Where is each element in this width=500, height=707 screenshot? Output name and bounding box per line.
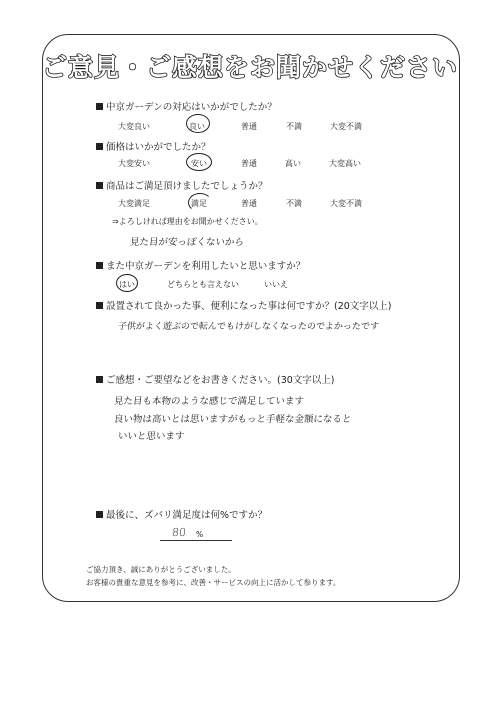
bullet-square-icon <box>96 302 103 309</box>
question-5 <box>96 298 392 312</box>
bullet-square-icon <box>96 143 103 150</box>
q2-option-1[interactable]: 大変安い <box>118 159 150 168</box>
question-6 <box>96 372 335 386</box>
q2-option-5[interactable]: 大変高い <box>329 159 361 168</box>
satisfaction-unit: % <box>196 530 204 539</box>
bullet-square-icon <box>96 262 103 269</box>
q1-option-1[interactable]: 大変良い <box>118 122 150 131</box>
question-1 <box>96 99 277 113</box>
question-6-answer-line-2[interactable]: 良い物は高いとは思いますがもっと手軽な金額になると <box>113 414 352 425</box>
question-4 <box>96 258 305 272</box>
selection-mark-q3 <box>188 193 212 212</box>
q3-option-4[interactable]: 不満 <box>286 199 302 208</box>
bullet-square-icon <box>96 103 103 110</box>
satisfaction-underline <box>160 540 232 541</box>
selection-circle-q2 <box>186 153 212 171</box>
question-6-answer-line-3[interactable]: いいと思います <box>117 431 185 442</box>
question-5-label: 設置されて良かった事、便利になった事は何ですか？(20文字以上) <box>106 301 392 312</box>
footer-thanks: ご協力頂き、誠にありがとうございました。 <box>86 565 236 574</box>
q3-option-3[interactable]: 普通 <box>241 199 257 208</box>
q2-option-3[interactable]: 普通 <box>241 159 257 168</box>
bullet-square-icon <box>96 376 103 383</box>
question-2-label: 価格はいかがでしたか？ <box>106 142 211 153</box>
question-7 <box>96 507 267 521</box>
question-3-reason-prompt: ⇒よろしければ理由をお聞かせください。 <box>112 217 263 226</box>
q4-option-2[interactable]: どちらとも言えない <box>167 280 239 289</box>
question-3-reason-answer[interactable]: 見た目が安っぽくないから <box>129 237 245 248</box>
q1-option-3[interactable]: 普通 <box>241 122 257 131</box>
question-6-answer-line-1[interactable]: 見た目も本物のような感じで満足しています <box>113 396 305 407</box>
satisfaction-value[interactable]: 80 <box>171 526 187 539</box>
question-4-label: また中京ガーデンを利用したいと思いますか？ <box>106 261 306 272</box>
q3-option-2[interactable]: 満足 <box>191 199 207 208</box>
q3-option-5[interactable]: 大変不満 <box>330 199 362 208</box>
question-3-label: 商品はご満足頂けましたでしょうか？ <box>106 181 268 192</box>
q4-option-1[interactable]: はい <box>119 280 135 289</box>
question-5-answer[interactable]: 子供がよく遊ぶので転んでもけがしなくなったのでよかったです <box>117 322 380 332</box>
q2-option-2[interactable]: 安い <box>191 159 207 168</box>
q2-option-4[interactable]: 高い <box>285 159 301 168</box>
question-7-label: 最後に、ズバリ満足度は何%ですか？ <box>106 510 268 521</box>
q4-option-3[interactable]: いいえ <box>264 280 288 289</box>
question-1-label: 中京ガーデンの対応はいかがでしたか？ <box>106 102 277 113</box>
q3-option-1[interactable]: 大変満足 <box>118 199 150 208</box>
bullet-square-icon <box>96 182 103 189</box>
q1-option-2[interactable]: 良い <box>189 122 205 131</box>
selection-circle-q4 <box>116 274 138 292</box>
page-title: ご意見・ご感想をお聞かせください <box>41 53 458 82</box>
question-3 <box>96 178 268 192</box>
footer-note: お客様の貴重な意見を参考に、改善・サービスの向上に活かして参ります。 <box>86 578 341 587</box>
question-6-label: ご感想・ご要望などをお書きください。(30文字以上) <box>106 375 335 386</box>
question-2 <box>96 139 211 153</box>
selection-circle-q1 <box>186 114 210 133</box>
q1-option-4[interactable]: 不満 <box>286 122 302 131</box>
q1-option-5[interactable]: 大変不満 <box>330 122 362 131</box>
bullet-square-icon <box>96 511 103 518</box>
